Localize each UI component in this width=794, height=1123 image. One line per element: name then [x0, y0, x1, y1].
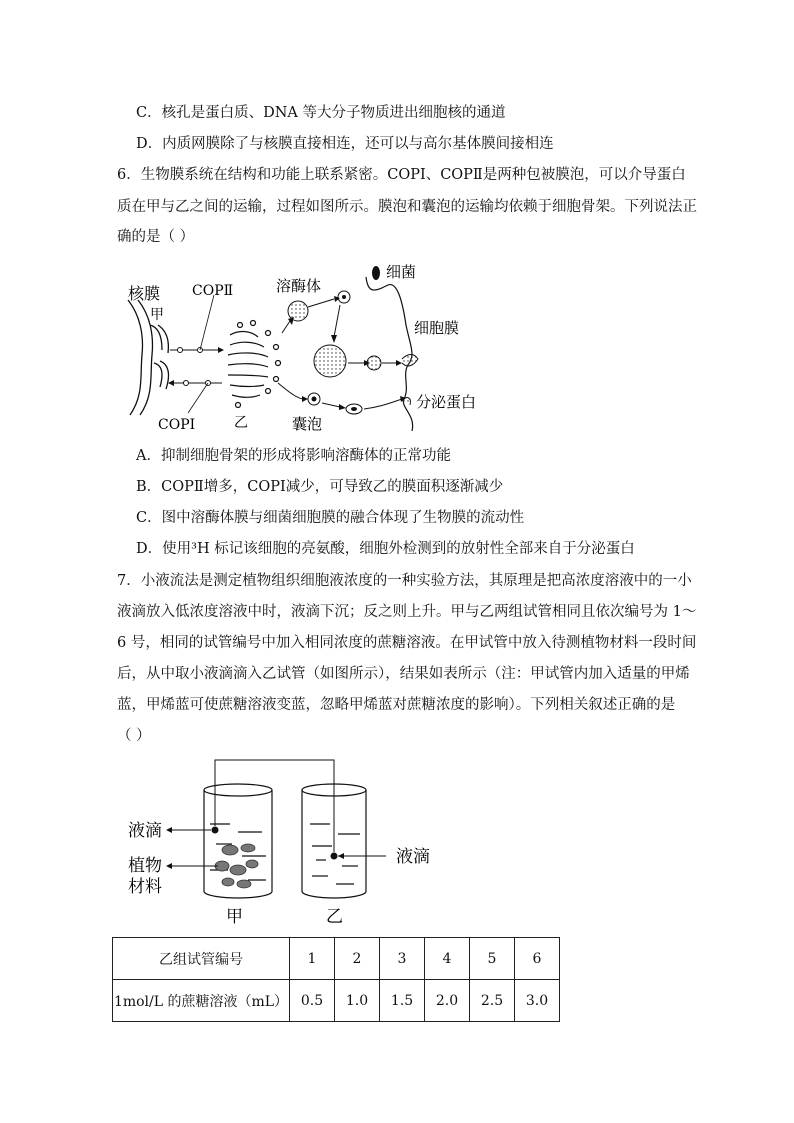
q7-stem-line-6: （ ）: [117, 728, 151, 744]
golgi-shape: [228, 321, 281, 408]
table-cell: 1.5: [380, 980, 425, 1022]
label-vesicle: 囊泡: [292, 415, 323, 433]
label-secretory-protein: 分泌蛋白: [416, 393, 477, 411]
label-copii: COPⅡ: [192, 283, 234, 299]
q5-option-d: D．内质网膜除了与核膜直接相连，还可以与高尔基体膜间接相连: [136, 136, 554, 152]
q7-figure: [120, 752, 450, 932]
label-plant: 植物: [128, 856, 162, 876]
q6-stem-line-2: 质在甲与乙之间的运输，过程如图所示。膜泡和囊泡的运输均依赖于细胞骨架。下列说法正: [117, 199, 697, 215]
table-cell: 3: [380, 938, 425, 980]
q7-stem-line-3: 6 号，相同的试管编号中加入相同浓度的蔗糖溶液。在甲试管中放入待测植物材料一段时间: [117, 635, 697, 651]
table-cell: 3.0: [515, 980, 560, 1022]
q7-stem-line-4: 后，从中取小液滴滴入乙试管（如图所示），结果如表所示（注：甲试管内加入适量的甲烯: [117, 666, 690, 682]
q6-figure: [118, 255, 498, 435]
label-cell-membrane: 细胞膜: [414, 319, 460, 337]
label-copi: COPⅠ: [158, 417, 196, 433]
q7-stem-line-1: 7．小液流法是测定植物组织细胞液浓度的一种实验方法，其原理是把高浓度溶液中的一小: [117, 573, 692, 589]
q6-option-b: B．COPⅡ增多，COPⅠ减少，可导致乙的膜面积逐渐减少: [136, 479, 504, 495]
label-droplet-left: 液滴: [128, 821, 162, 841]
label-material: 材料: [128, 877, 162, 897]
table-cell: 1.0: [335, 980, 380, 1022]
q7-stem-line-2: 液滴放入低浓度溶液中时，液滴下沉；反之则上升。甲与乙两组试管相同且依次编号为 1～: [117, 604, 697, 620]
plant-material-shape: [215, 844, 258, 888]
q6-option-a: A．抑制细胞骨架的形成将影响溶酶体的正常功能: [136, 448, 451, 464]
label-yi: 乙: [234, 415, 248, 431]
table-header-sucrose-volume: 1mol/L 的蔗糖溶液（mL）: [113, 980, 290, 1022]
table-cell: 2.0: [425, 980, 470, 1022]
copi-vesicles: [168, 380, 222, 413]
table-row: [113, 980, 560, 1022]
q7-data-table: [112, 937, 560, 1022]
q6-option-d: D．使用³H 标记该细胞的亮氨酸，细胞外检测到的放射性全部来自于分泌蛋白: [136, 541, 635, 557]
label-droplet-right: 液滴: [396, 847, 430, 867]
label-jia: 甲: [150, 307, 164, 323]
label-lysosome: 溶酶体: [276, 277, 322, 295]
table-cell: 1: [290, 938, 335, 980]
bacteria-shape: [372, 266, 380, 280]
table-cell: 6: [515, 938, 560, 980]
table-header-tube-number: 乙组试管编号: [113, 938, 290, 980]
q6-stem-line-3: 确的是（ ）: [117, 229, 195, 245]
q6-option-c: C．图中溶酶体膜与细菌细胞膜的融合体现了生物膜的流动性: [136, 510, 525, 526]
beaker-jia: [204, 784, 272, 898]
table-cell: 0.5: [290, 980, 335, 1022]
table-cell: 4: [425, 938, 470, 980]
copii-vesicles: [170, 295, 224, 353]
table-cell: 2: [335, 938, 380, 980]
label-beaker-yi: 乙: [326, 907, 343, 927]
table-cell: 5: [470, 938, 515, 980]
label-bacteria: 细菌: [386, 263, 417, 281]
q5-option-c: C．核孔是蛋白质、DNA 等大分子物质进出细胞核的通道: [136, 105, 506, 121]
q6-stem-line-1: 6．生物膜系统在结构和功能上联系紧密。COPⅠ、COPⅡ是两种包被膜泡，可以介导蛋白: [117, 167, 686, 183]
label-nuclear-membrane: 核膜: [128, 284, 161, 303]
table-row: [113, 938, 560, 980]
table-cell: 2.5: [470, 980, 515, 1022]
label-beaker-jia: 甲: [226, 907, 243, 927]
q7-stem-line-5: 蓝，甲烯蓝可使蔗糖溶液变蓝，忽略甲烯蓝对蔗糖浓度的影响）。下列相关叙述正确的是: [117, 697, 676, 713]
